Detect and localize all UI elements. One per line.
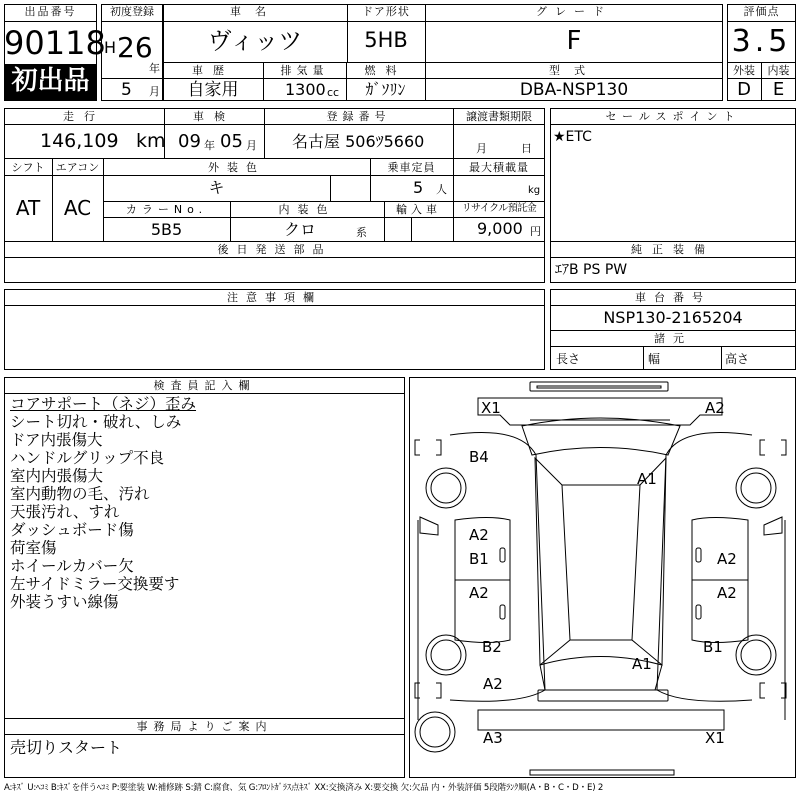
car-name-label: 車名: [230, 5, 280, 18]
recycle-label: リサイクル預託金: [461, 203, 537, 214]
import-label: 輸入車: [396, 203, 441, 216]
transfer-label: 譲渡書類期限: [466, 110, 532, 123]
ac-label: エアコン: [55, 161, 100, 174]
width-label: 幅: [648, 352, 661, 366]
car-name: ヴィッツ: [207, 27, 303, 55]
office-message: 売切りスタート: [10, 738, 123, 757]
damage-mark: A2: [705, 399, 725, 417]
reg-no-label: 登録番号: [326, 110, 391, 123]
damage-mark: A3: [483, 729, 503, 747]
damage-mark: A2: [469, 526, 489, 544]
first-reg-label: 初度登録: [110, 5, 154, 18]
damage-mark: B4: [469, 448, 489, 466]
inspection-month-unit: 月: [246, 139, 257, 152]
exterior-label: 外装: [733, 64, 755, 77]
inspector-note: 室内動物の毛、汚れ: [10, 485, 150, 503]
length-label: 長さ: [556, 352, 581, 366]
damage-mark: A2: [483, 675, 503, 693]
displacement-value: 1300: [285, 80, 326, 99]
inspector-note: ハンドルグリップ不良: [10, 449, 165, 467]
rating-label: 評価点: [743, 5, 780, 18]
era-year: 26: [117, 31, 153, 64]
year-unit: 年: [149, 62, 160, 75]
inspector-note: コアサポート（ネジ）歪み: [10, 395, 197, 413]
capacity-value: 5: [413, 178, 424, 197]
rating-value: 3.5: [731, 24, 792, 59]
month-value: 5: [121, 80, 132, 100]
displacement-label: 排気量: [280, 64, 329, 77]
displacement-unit: cc: [327, 86, 340, 99]
damage-mark: A1: [632, 655, 652, 673]
damage-mark: B2: [482, 638, 502, 656]
capacity-label: 乗車定員: [387, 161, 436, 174]
caution-label: 注意事項欄: [227, 291, 322, 304]
inspector-note: ダッシュボード傷: [10, 521, 134, 539]
interior-grade: E: [772, 79, 785, 100]
int-color-value: クロ: [283, 220, 316, 239]
legend: A:ｷｽﾞ U:ﾍｺﾐ B:ｷｽﾞを伴うﾍｺﾐ P:要塗装 W:補修跡 S:錆 C:腐食、気 G:ﾌﾛﾝﾄｶﾞﾗｽ点ｷｽﾞ XX:交換済み X:要交換 欠:欠品 内・外装評価 5段階ﾗﾝｸ順(A・B・C・D・E) 2: [4, 783, 604, 793]
int-color-label: 内装色: [278, 203, 336, 216]
lot-label: 出品番号: [24, 5, 77, 18]
ext-color-label: 外装色: [208, 161, 265, 174]
chassis-value: NSP130-2165204: [603, 308, 743, 327]
grade-label: グレード: [536, 5, 612, 18]
damage-mark: A2: [717, 550, 737, 568]
model-label: 型式: [549, 64, 599, 77]
damage-mark: A2: [469, 584, 489, 602]
mileage-value: 146,109: [40, 130, 119, 152]
inspector-note: ホイールカバー欠: [10, 557, 134, 575]
damage-mark: A2: [717, 584, 737, 602]
equipment-value: ｴｱB PS PW: [555, 262, 628, 278]
shift-label: シフト: [11, 161, 45, 174]
capacity-unit: 人: [436, 183, 447, 196]
color-no-label: カラーNo.: [125, 203, 208, 216]
inspector-note: ドア内張傷大: [10, 431, 103, 449]
damage-mark: B1: [703, 638, 723, 656]
interior-label: 内装: [767, 64, 790, 77]
sales-point-label: セールスポイント: [605, 110, 741, 123]
month-unit: 月: [149, 85, 160, 98]
max-load-label: 最大積載量: [469, 161, 529, 174]
inspector-note: 天張汚れ、すれ: [10, 503, 120, 521]
door-value: 5HB: [364, 28, 408, 52]
later-parts-label: 後日発送部品: [217, 243, 332, 256]
chassis-label: 車台番号: [635, 291, 711, 304]
mileage-label: 走行: [63, 110, 105, 123]
damage-mark: A1: [637, 470, 657, 488]
height-label: 高さ: [725, 352, 750, 366]
recycle-unit: 円: [530, 225, 541, 238]
sales-point-value: ★ETC: [553, 129, 592, 145]
inspector-note: シート切れ・破れ、しみ: [10, 413, 182, 431]
era-letter: H: [104, 38, 117, 57]
damage-mark: X1: [705, 729, 725, 747]
max-load-unit: kg: [528, 185, 541, 196]
shift-value: AT: [15, 196, 41, 220]
inspector-note: 左サイドミラー交換要す: [10, 575, 180, 593]
history-label: 車歴: [192, 64, 234, 77]
model-value: DBA-NSP130: [519, 80, 629, 100]
car-damage-diagram: [409, 377, 796, 778]
history-value: 自家用: [187, 80, 239, 100]
office-label: 事務局よりご案内: [136, 720, 273, 733]
mileage-unit: km: [136, 130, 166, 152]
transfer-day-unit: 日: [521, 142, 532, 155]
inspection-label: 車検: [193, 110, 235, 123]
inspector-note: 荷室傷: [10, 539, 57, 557]
first-listing-text: 初出品: [11, 66, 90, 96]
damage-mark: X1: [481, 399, 501, 417]
damage-mark: B1: [469, 550, 489, 568]
grade-value: F: [566, 26, 582, 56]
equipment-label: 純正装備: [631, 243, 715, 256]
reg-no-value: 名古屋 506ﾂ5660: [292, 132, 425, 151]
exterior-grade: D: [737, 79, 751, 100]
fuel-label: 燃料: [364, 64, 407, 77]
lot-number: 90118: [4, 24, 106, 62]
int-color-unit: 系: [356, 226, 367, 239]
inspection-month: 05: [220, 131, 243, 152]
door-label: ドア形状: [362, 5, 410, 18]
recycle-value: 9,000: [477, 219, 523, 238]
inspector-label: 検査員記入欄: [153, 379, 256, 392]
inspector-note: 外装うすい線傷: [10, 593, 119, 611]
inspection-year: 09: [178, 131, 201, 152]
fuel-value: ｶﾞｿﾘﾝ: [365, 80, 406, 99]
inspector-note: 室内内張傷大: [10, 467, 104, 485]
ac-value: AC: [63, 196, 92, 220]
dims-label: 諸元: [654, 332, 692, 345]
ext-color-value: キ: [208, 178, 225, 197]
inspection-year-unit: 年: [204, 139, 215, 152]
transfer-month-unit: 月: [476, 142, 487, 155]
color-no-value: 5B5: [150, 220, 183, 239]
